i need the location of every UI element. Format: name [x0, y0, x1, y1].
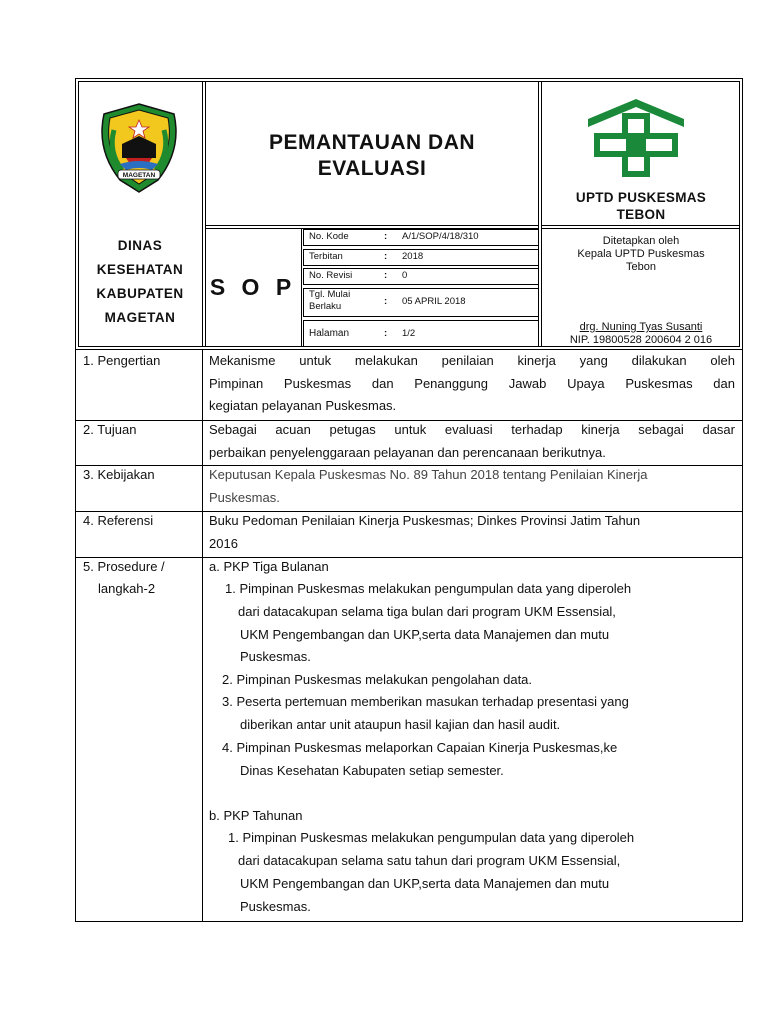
table-border: [75, 557, 743, 558]
approval-block: [542, 235, 740, 274]
text-line: kegiatan pelayanan Puskesmas.: [209, 398, 397, 414]
table-border: [202, 350, 203, 922]
text-line: Mekanisme untuk melakukan penilaian kinerja yang dilakukan oleh: [209, 353, 735, 368]
meta-value: 0: [402, 270, 408, 281]
table-border: [742, 350, 743, 922]
text-line: 2016: [209, 535, 238, 551]
label-line: langkah-2: [98, 581, 156, 596]
title-line: PEMANTAUAN DAN: [268, 131, 476, 154]
procedure-step-cont: UKM Pengembangan dan UKP,serta data Manajemen dan mutu: [240, 627, 610, 642]
meta-value: A/1/SOP/4/18/310: [402, 231, 479, 242]
meta-colon: :: [384, 296, 388, 307]
approval-line: Kepala UPTD Puskesmas: [577, 248, 705, 260]
meta-value: 2018: [402, 251, 424, 262]
procedure-step: 1. Pimpinan Puskesmas melakukan pengumpulan data yang diperoleh: [228, 830, 635, 845]
sop-label: S O P: [209, 274, 297, 300]
dinas-line: KABUPATEN: [96, 286, 184, 301]
divider: [205, 81, 206, 347]
procedure-step-cont: dari datacakupan selama satu tahun dari program UKM Essensial,: [238, 853, 621, 868]
text-line: perbaikan penyelenggaraan pelayanan dan perencanaan berikutnya.: [209, 444, 606, 460]
magetan-crest-logo: [92, 100, 186, 196]
divider: [541, 228, 740, 229]
meta-label: No. Kode: [309, 231, 349, 242]
meta-colon: :: [384, 328, 388, 339]
row-label-referensi: 4. Referensi: [83, 513, 154, 528]
divider: [202, 81, 203, 347]
divider: [301, 228, 302, 347]
procedure-step: 1. Pimpinan Puskesmas melakukan pengumpulan data yang diperoleh: [225, 581, 632, 596]
text-line: Keputusan Kepala Puskesmas No. 89 Tahun 2018 tentang Penilaian Kinerja: [209, 467, 648, 482]
meta-colon: :: [384, 251, 388, 262]
puskesmas-cross-logo: [586, 97, 686, 182]
uptd-line: UPTD PUSKESMAS: [575, 190, 707, 205]
divider: [541, 225, 740, 226]
approval-line: Tebon: [626, 261, 656, 273]
signer-block: [542, 321, 740, 347]
approval-line: Ditetapkan oleh: [602, 235, 680, 247]
meta-value: 05 APRIL 2018: [402, 296, 466, 307]
dinas-label: [78, 234, 202, 330]
table-border: [75, 350, 76, 922]
table-border: [75, 921, 743, 922]
dinas-line: KESEHATAN: [96, 262, 184, 277]
divider: [205, 225, 539, 226]
procedure-heading: a. PKP Tiga Bulanan: [209, 559, 329, 574]
meta-label: No. Revisi: [309, 270, 353, 281]
text-line: Buku Pedoman Penilaian Kinerja Puskesmas; Dinkes Provinsi Jatim Tahun: [209, 513, 641, 528]
dinas-line: MAGETAN: [104, 310, 176, 325]
procedure-step-cont: dari datacakupan selama tiga bulan dari program UKM Essensial,: [238, 604, 616, 619]
procedure-step-cont: Puskesmas.: [240, 899, 311, 914]
procedure-step: 2. Pimpinan Puskesmas melakukan pengolahan data.: [222, 672, 533, 687]
row-content-tujuan: [209, 419, 735, 464]
row-label-tujuan: 2. Tujuan: [83, 422, 137, 437]
row-label-kebijakan: 3. Kebijakan: [83, 467, 155, 482]
procedure-step: 4. Pimpinan Puskesmas melaporkan Capaian Kinerja Puskesmas,ke: [222, 740, 618, 755]
svg-text:MAGETAN: MAGETAN: [122, 172, 156, 179]
procedure-heading: b. PKP Tahunan: [209, 808, 303, 823]
dinas-line: DINAS: [117, 238, 163, 253]
meta-value: 1/2: [402, 328, 416, 339]
signer-nip: NIP. 19800528 200604 2 016: [569, 334, 713, 346]
label-line: 5. Prosedure /: [83, 559, 165, 574]
meta-label: Terbitan: [309, 251, 343, 262]
meta-colon: :: [384, 270, 388, 281]
procedure-step: 3. Peserta pertemuan memberikan masukan terhadap presentasi yang: [222, 694, 629, 709]
text-line: Puskesmas.: [209, 489, 280, 505]
procedure-step-cont: Dinas Kesehatan Kabupaten setiap semester.: [240, 763, 504, 778]
row-content-kebijakan: [209, 464, 735, 509]
row-content-pengertian: [209, 350, 735, 418]
procedure-step-cont: UKM Pengembangan dan UKP,serta data Manajemen dan mutu: [240, 876, 610, 891]
signer-name: drg. Nuning Tyas Susanti: [579, 321, 703, 333]
text-line: Sebagai acuan petugas untuk evaluasi terhadap kinerja sebagai dasar: [209, 422, 735, 437]
meta-label: Halaman: [309, 328, 350, 339]
row-content-referensi: [209, 510, 735, 555]
uptd-line: TEBON: [616, 207, 666, 222]
procedure-step-cont: Puskesmas.: [240, 649, 311, 664]
document-title: [204, 130, 540, 182]
row-label-prosedur: [83, 556, 165, 600]
meta-label: Tgl. Mulai Berlaku: [309, 289, 351, 312]
procedure-step-cont: diberikan antar unit ataupun hasil kajian dan hasil audit.: [240, 717, 561, 732]
row-label-pengertian: 1. Pengertian: [83, 353, 161, 368]
text-line: Pimpinan Puskesmas dan Penanggung Jawab Upaya Puskesmas dan: [209, 375, 735, 391]
title-line: EVALUASI: [317, 157, 427, 180]
meta-colon: :: [384, 231, 388, 242]
uptd-label: [542, 189, 740, 223]
